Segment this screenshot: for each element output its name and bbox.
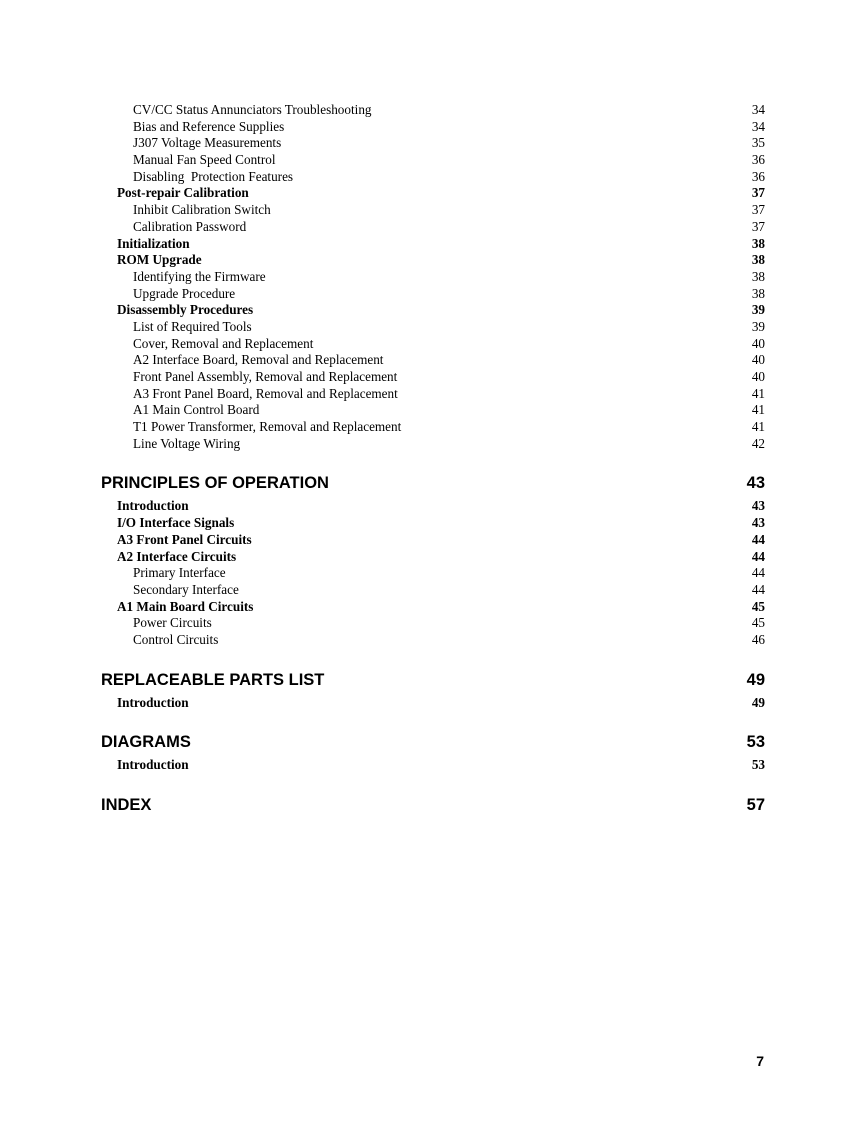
toc-entry[interactable]: CV/CC Status Annunciators Troubleshooting 34 [133,102,765,117]
toc-subsection[interactable]: Disassembly Procedures 39 [117,302,765,318]
toc-entry[interactable]: Identifying the Firmware 38 [133,268,765,284]
toc-subsection[interactable]: Post-repair Calibration 37 [117,185,765,201]
toc-entry[interactable]: Inhibit Calibration Switch 37 [133,202,765,218]
toc-entry[interactable]: A3 Front Panel Board, Removal and Replacement 41 [133,385,765,401]
toc-entry[interactable]: Manual Fan Speed Control 36 [133,152,765,168]
toc-subsection[interactable]: Initialization 38 [117,235,765,251]
toc-entry[interactable]: Upgrade Procedure 38 [133,285,765,301]
toc-subsection[interactable]: A3 Front Panel Circuits 44 [117,531,765,547]
toc-subsection[interactable]: I/O Interface Signals 43 [117,515,765,531]
toc-subsection[interactable]: A2 Interface Circuits 44 [117,548,765,564]
toc-section-diagrams[interactable]: DIAGRAMS 53 [101,733,765,752]
toc-subsection[interactable]: Introduction 49 [117,694,765,710]
toc-entry[interactable]: T1 Power Transformer, Removal and Replacement 41 [133,419,765,435]
toc-entry[interactable]: Disabling Protection Features 36 [133,168,765,184]
toc-entry[interactable]: Front Panel Assembly, Removal and Replacement 40 [133,369,765,384]
toc-subsection[interactable]: Introduction 43 [117,498,765,514]
toc-entry[interactable]: Calibration Password 37 [133,218,765,234]
toc-entry[interactable]: Power Circuits 45 [133,615,765,631]
toc-entry[interactable]: Line Voltage Wiring 42 [133,435,765,451]
toc-section-principles-of-operation[interactable]: PRINCIPLES OF OPERATION 43 [101,474,765,493]
toc-subsection[interactable]: ROM Upgrade 38 [117,252,765,268]
toc-entry[interactable]: J307 Voltage Measurements 35 [133,135,765,151]
toc-entry[interactable]: Cover, Removal and Replacement 40 [133,335,765,351]
toc-subsection[interactable]: A1 Main Board Circuits 45 [117,598,765,614]
toc-subsection[interactable]: Introduction 53 [117,757,765,773]
toc-section-replaceable-parts-list[interactable]: REPLACEABLE PARTS LIST 49 [101,670,765,689]
toc-entry[interactable]: Primary Interface 44 [133,565,765,581]
toc-entry[interactable]: Control Circuits 46 [133,631,765,647]
toc-entry[interactable]: List of Required Tools 39 [133,318,765,334]
toc-entry[interactable]: Bias and Reference Supplies 34 [133,118,765,134]
toc-section-index[interactable]: INDEX 57 [101,796,765,814]
page-number: 7 [756,1053,764,1069]
toc-entry[interactable]: A1 Main Control Board 41 [133,402,765,418]
toc-entry[interactable]: A2 Interface Board, Removal and Replacement 40 [133,352,765,368]
toc-entry[interactable]: Secondary Interface 44 [133,581,765,597]
table-of-contents [101,102,765,816]
